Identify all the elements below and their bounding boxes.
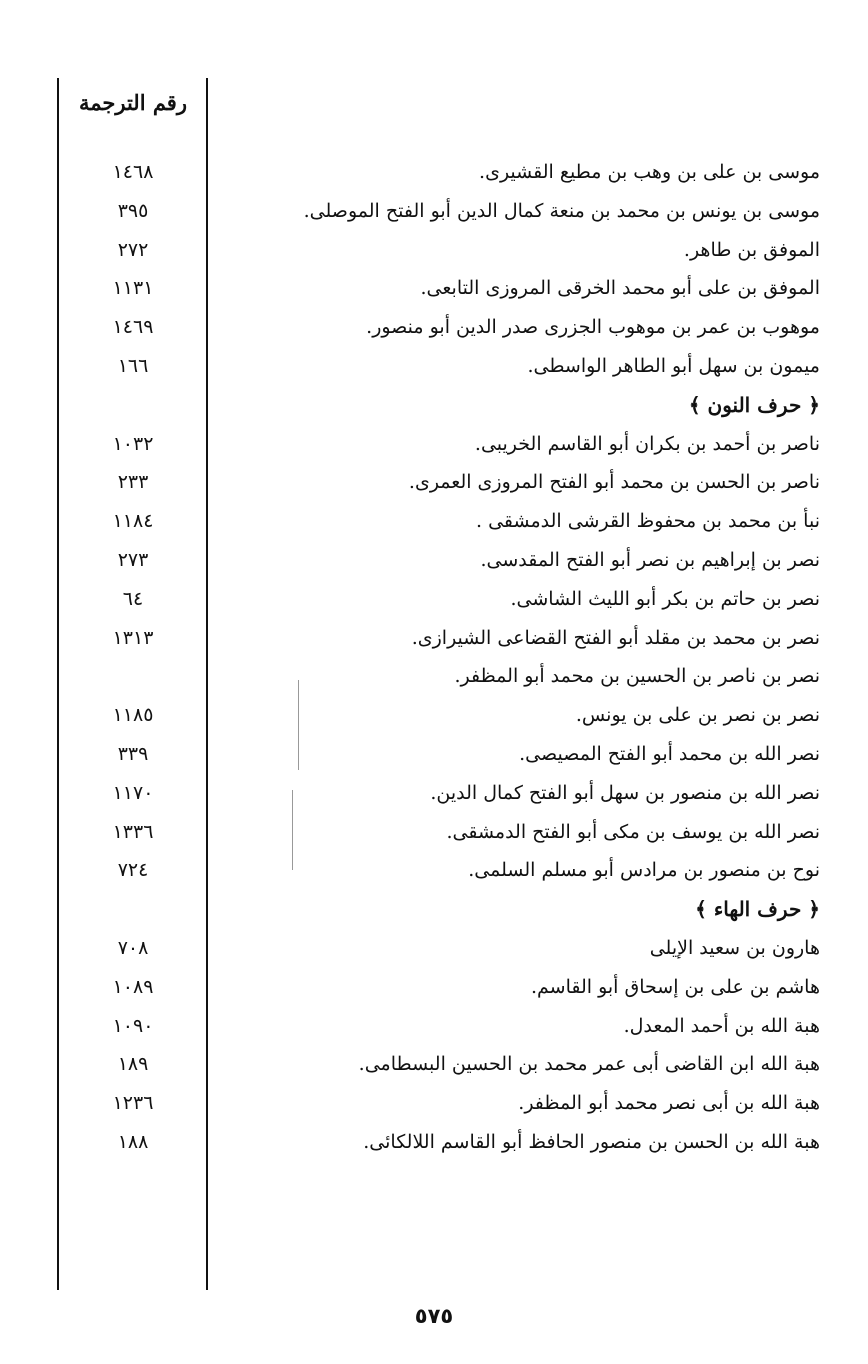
entry-name: الموفق بن على أبو محمد الخرقى المروزى التابعى. bbox=[420, 277, 820, 300]
index-entry-row bbox=[60, 657, 820, 696]
entry-number bbox=[60, 657, 206, 696]
index-entry-row bbox=[60, 308, 820, 347]
index-entry-row bbox=[60, 1084, 820, 1123]
index-entry-row bbox=[60, 580, 820, 619]
entry-number: ١٠٨٩ bbox=[112, 975, 154, 998]
index-entry-row bbox=[60, 968, 820, 1007]
entry-number: ١٢٣٦ bbox=[112, 1092, 154, 1115]
entry-number: ٣٩٥ bbox=[117, 199, 149, 222]
entry-name: هارون بن سعيد الإيلى bbox=[649, 936, 820, 959]
entry-name: نصر بن ناصر بن الحسين بن محمد أبو المظفر. bbox=[454, 665, 820, 688]
index-entry-row bbox=[60, 735, 820, 774]
entry-name: الموفق بن طاهر. bbox=[683, 238, 820, 261]
entry-name: هبة الله بن أحمد المعدل. bbox=[623, 1014, 820, 1037]
index-entry-row bbox=[60, 774, 820, 813]
entry-number: ٧٢٤ bbox=[117, 859, 149, 882]
entry-name: موسى بن يونس بن محمد بن منعة كمال الدين أبو الفتح الموصلى. bbox=[303, 199, 820, 222]
entry-name: نصر الله بن يوسف بن مكى أبو الفتح الدمشقى. bbox=[446, 820, 820, 843]
entry-name: ناصر بن أحمد بن بكران أبو القاسم الخريبى. bbox=[474, 432, 820, 455]
entry-name: هبة الله بن الحسن بن منصور الحافظ أبو القاسم اللالكائى. bbox=[363, 1130, 820, 1153]
index-entry-row bbox=[60, 541, 820, 580]
entry-name: ميمون بن سهل أبو الطاهر الواسطى. bbox=[527, 354, 820, 377]
index-entry-row bbox=[60, 502, 820, 541]
column-header: رقم الترجمة bbox=[78, 90, 187, 115]
index-entry-row bbox=[60, 1045, 820, 1084]
index-entry-row bbox=[60, 153, 820, 192]
entry-number: ١١٨٥ bbox=[112, 704, 154, 727]
index-entry-row bbox=[60, 463, 820, 502]
index-entry-row bbox=[60, 192, 820, 231]
entry-number: ١٠٩٠ bbox=[112, 1014, 154, 1037]
entry-name: نصر بن إبراهيم بن نصر أبو الفتح المقدسى. bbox=[480, 548, 820, 571]
index-entry-row bbox=[60, 813, 820, 852]
entry-number: ٢٣٣ bbox=[117, 471, 149, 494]
entry-number: ٢٧٣ bbox=[117, 548, 149, 571]
entry-number: ١٠٣٢ bbox=[112, 432, 154, 455]
entry-number: ١١٣١ bbox=[112, 277, 154, 300]
section-heading: ﴿ حرف النون ﴾ bbox=[688, 392, 820, 417]
entry-name: نبأ بن محمد بن محفوظ القرشى الدمشقى . bbox=[475, 510, 820, 533]
index-list bbox=[60, 153, 820, 1162]
index-entry-row bbox=[60, 347, 820, 386]
entry-name: هاشم بن على بن إسحاق أبو القاسم. bbox=[530, 975, 820, 998]
entry-name: نصر الله بن منصور بن سهل أبو الفتح كمال الدين. bbox=[430, 781, 820, 804]
entry-number: ١٣١٣ bbox=[112, 626, 154, 649]
entry-number: ١٤٦٨ bbox=[112, 161, 154, 183]
index-entry-row bbox=[60, 231, 820, 270]
entry-number: ١٣٣٦ bbox=[112, 820, 154, 843]
index-entry-row bbox=[60, 269, 820, 308]
entry-name: موهوب بن عمر بن موهوب الجزرى صدر الدين أبو منصور. bbox=[366, 316, 820, 339]
entry-number: ٢٧٢ bbox=[117, 238, 149, 261]
entry-name: ناصر بن الحسن بن محمد أبو الفتح المروزى العمرى. bbox=[408, 471, 820, 494]
section-heading-row bbox=[60, 890, 820, 929]
entry-number: ١٨٨ bbox=[117, 1130, 149, 1153]
entry-number: ٧٠٨ bbox=[117, 936, 149, 959]
index-entry-row bbox=[60, 619, 820, 658]
entry-number: ٦٤ bbox=[122, 587, 144, 610]
index-entry-row bbox=[60, 696, 820, 735]
entry-number bbox=[60, 890, 206, 929]
entry-name: نصر بن نصر بن على بن يونس. bbox=[575, 704, 820, 727]
left-border-rule bbox=[57, 78, 59, 1290]
entry-name: نوح بن منصور بن مرادس أبو مسلم السلمى. bbox=[468, 859, 820, 882]
entry-number: ١٤٦٩ bbox=[112, 316, 154, 339]
entry-name: نصر بن حاتم بن بكر أبو الليث الشاشى. bbox=[510, 587, 820, 610]
entry-name: موسى بن على بن وهب بن مطيع القشيرى. bbox=[479, 161, 820, 183]
entry-number bbox=[60, 386, 206, 425]
section-heading: ﴿ حرف الهاء ﴾ bbox=[695, 897, 820, 922]
section-heading-row bbox=[60, 386, 820, 425]
entry-number: ١٦٦ bbox=[117, 354, 149, 377]
index-entry-row bbox=[60, 929, 820, 968]
page-number: ٥٧٥ bbox=[414, 1304, 454, 1328]
entry-name: نصر الله بن محمد أبو الفتح المصيصى. bbox=[519, 742, 820, 765]
entry-number: ١٨٩ bbox=[117, 1053, 149, 1076]
index-entry-row bbox=[60, 425, 820, 464]
index-entry-row bbox=[60, 1007, 820, 1046]
index-entry-row bbox=[60, 851, 820, 890]
entry-number: ٣٣٩ bbox=[117, 742, 149, 765]
entry-name: هبة الله بن أبى نصر محمد أبو المظفر. bbox=[518, 1092, 820, 1115]
entry-name: نصر بن محمد بن مقلد أبو الفتح القضاعى الشيرازى. bbox=[411, 626, 820, 649]
entry-number: ١١٧٠ bbox=[112, 781, 154, 804]
entry-number: ١١٨٤ bbox=[112, 510, 154, 533]
index-entry-row bbox=[60, 1123, 820, 1162]
entry-name: هبة الله ابن القاضى أبى عمر محمد بن الحسين البسطامى. bbox=[358, 1053, 820, 1076]
